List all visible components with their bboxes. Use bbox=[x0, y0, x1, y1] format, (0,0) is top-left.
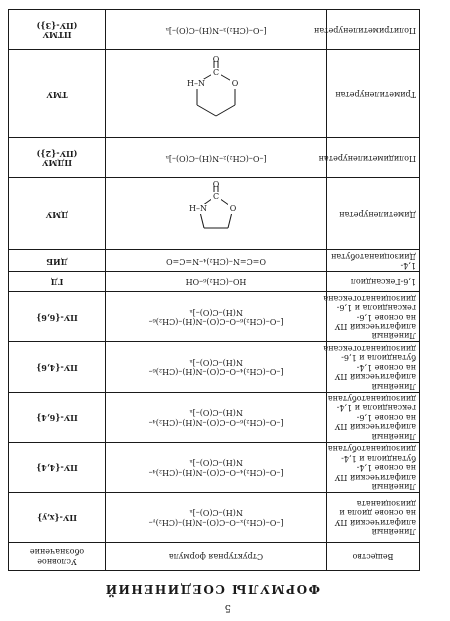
designation-cell: ПУ-{4,6} bbox=[9, 342, 106, 392]
carbonyl-oxygen: O bbox=[212, 179, 220, 189]
substance-cell: Линейный алифатический ПУ на основе 1,6-гександиола и 1,6-диизоцианатогексана bbox=[327, 292, 420, 342]
page-title: ФОРМУЛЫ СОЕДИНЕНИЙ bbox=[104, 582, 320, 596]
ring-oxygen: O bbox=[229, 203, 237, 213]
designation-cell: ДИБ bbox=[9, 250, 106, 272]
substance-cell: Полидиметиленуретан bbox=[327, 138, 420, 178]
formula-line: [–O–(CH₂)₃–N(H)–C(O)–]ₙ bbox=[165, 25, 267, 35]
header-substance: Вещество bbox=[327, 543, 420, 571]
table-row bbox=[9, 50, 420, 138]
designation-cell: ПУ-{x,y} bbox=[9, 493, 106, 543]
header-formula: Структурная формула bbox=[106, 543, 327, 571]
ring-nitrogen: H–N bbox=[187, 78, 205, 88]
table-row bbox=[9, 392, 420, 442]
substance-cell: Линейный алифатический ПУ на основе 1,4-бутандиола и 1,6-диизоцианатогексана bbox=[327, 342, 420, 392]
formula-line: [–O–(CH₂)ₓ–O–C(O)–N(H)–(CH₂)ᵧ– bbox=[148, 517, 284, 527]
formula-line: [–O–(CH₂)₄–O–C(O)–N(H)–(CH₂)₆– bbox=[148, 367, 284, 377]
formula-cell bbox=[106, 10, 327, 50]
table-row bbox=[9, 250, 420, 272]
formula-line: N(H)–C(O)–]ₙ bbox=[189, 358, 243, 368]
designation-cell: ГД bbox=[9, 272, 106, 292]
table-row bbox=[9, 178, 420, 250]
designation-line: ПДМУ bbox=[42, 158, 73, 169]
table-row bbox=[9, 272, 420, 292]
table-row bbox=[9, 292, 420, 342]
structure-cell bbox=[106, 50, 327, 138]
formula-line: [–O–(CH₂)₄–O–C(O)–N(H)–(CH₂)₄– bbox=[148, 467, 284, 477]
table-row bbox=[9, 342, 420, 392]
structure-cell bbox=[106, 178, 327, 250]
designation-cell: ДМУ bbox=[9, 178, 106, 250]
table-header-row bbox=[9, 543, 420, 571]
header-designation: Условное обозначение bbox=[9, 543, 106, 571]
substance-cell: Триметиленуретан bbox=[327, 50, 420, 138]
designation-cell bbox=[9, 138, 106, 178]
carbonyl-oxygen: O bbox=[212, 54, 220, 64]
table-row bbox=[9, 493, 420, 543]
dmu-ring-structure bbox=[161, 179, 271, 246]
formula-cell bbox=[106, 493, 327, 543]
tmu-ring-structure bbox=[161, 54, 271, 134]
designation-line: ПТМУ bbox=[42, 30, 72, 41]
designation-line: (ПУ-{3}) bbox=[36, 20, 78, 31]
page-number: 5 bbox=[224, 602, 231, 613]
formula-cell bbox=[106, 272, 327, 292]
formula-cell bbox=[106, 292, 327, 342]
formula-line: N(H)–C(O)–]ₙ bbox=[189, 508, 243, 518]
designation-cell: ТМУ bbox=[9, 50, 106, 138]
formula-cell bbox=[106, 138, 327, 178]
formula-line: [–O–(CH₂)₆–O–C(O)–N(H)–(CH₂)₆– bbox=[148, 317, 284, 327]
substance-cell: Линейный алифатический ПУ на основе 1,4-бутандиола и 1,4-диизоцианатобутана bbox=[327, 442, 420, 492]
substance-cell: Политриметиленуретан bbox=[327, 10, 420, 50]
designation-cell: ПУ-{6,6} bbox=[9, 292, 106, 342]
substance-cell: Линейный алифатический ПУ на основе диола и диизоцианата bbox=[327, 493, 420, 543]
formula-cell bbox=[106, 392, 327, 442]
substance-cell: Линейный алифатический ПУ на основе 1,6-гександиола и 1,4-диизоцианатобутана bbox=[327, 392, 420, 442]
table-row bbox=[9, 442, 420, 492]
formula-cell bbox=[106, 250, 327, 272]
formula-cell bbox=[106, 342, 327, 392]
formula-line: N(H)–C(O)–]ₙ bbox=[189, 408, 243, 418]
formula-line: N(H)–C(O)–]ₙ bbox=[189, 307, 243, 317]
formula-line: [–O–(CH₂)₆–O–C(O)–N(H)–(CH₂)₄– bbox=[148, 417, 284, 427]
substance-cell: 1,6-Гександиол bbox=[327, 272, 420, 292]
compounds-table bbox=[8, 9, 420, 571]
formula-line: HO–(CH₂)₆–OH bbox=[185, 277, 247, 287]
ring-nitrogen: H–N bbox=[189, 203, 207, 213]
substance-cell: 1,4-Диизоцианатобутан bbox=[327, 250, 420, 272]
ring-oxygen: O bbox=[231, 78, 239, 88]
bond bbox=[197, 105, 216, 116]
designation-cell: ПУ-{4,4} bbox=[9, 442, 106, 492]
formula-line: O=C=N–(CH₂)₄–N=C=O bbox=[166, 256, 266, 266]
formula-line: N(H)–C(O)–]ₙ bbox=[189, 458, 243, 468]
table-row bbox=[9, 138, 420, 178]
formula-cell bbox=[106, 442, 327, 492]
ring-carbon: C bbox=[212, 191, 220, 201]
table-row bbox=[9, 10, 420, 50]
designation-cell: ПУ-{6,4} bbox=[9, 392, 106, 442]
formula-line: [–O–(CH₂)₂–N(H)–C(O)–]ₙ bbox=[165, 153, 267, 163]
bond bbox=[216, 105, 235, 116]
designation-line: (ПУ-{2}) bbox=[36, 148, 78, 159]
substance-cell: Диметиленуретан bbox=[327, 178, 420, 250]
ring-carbon: C bbox=[212, 67, 220, 77]
designation-cell bbox=[9, 10, 106, 50]
